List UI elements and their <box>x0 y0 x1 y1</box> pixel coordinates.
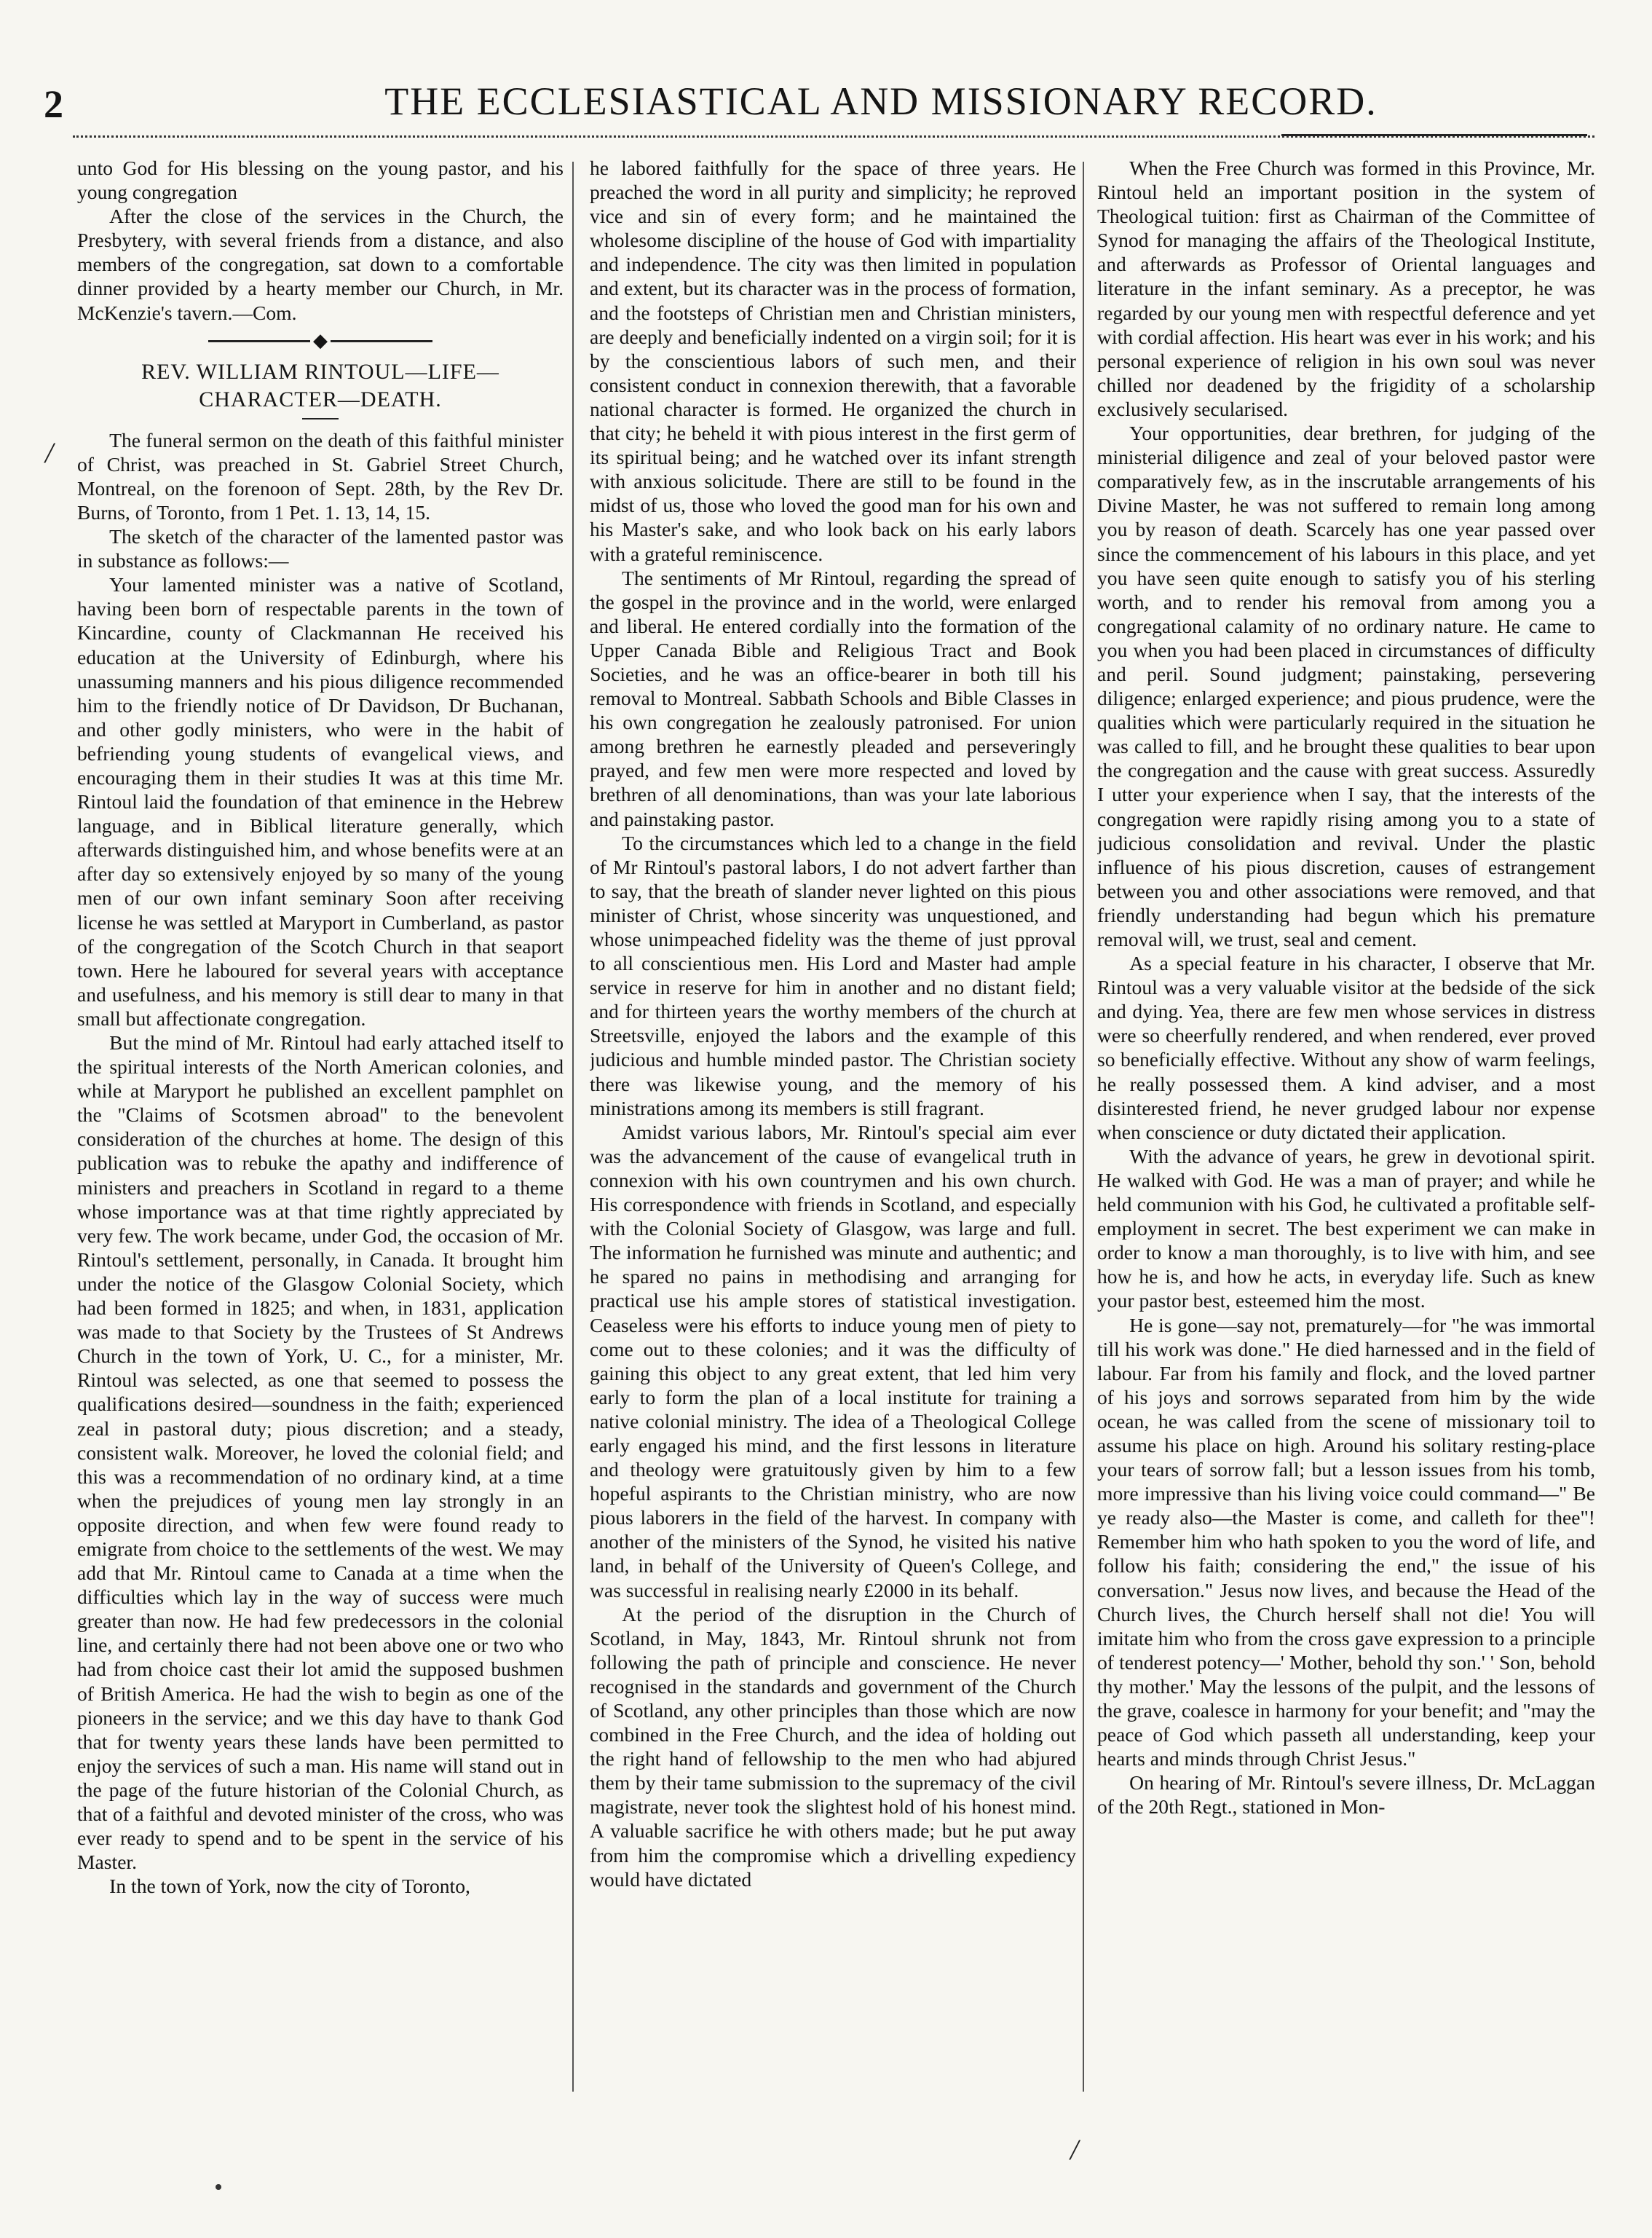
paragraph: With the advance of years, he grew in devotional spirit. He walked with God. He was a man of prayer; and while he held communion with his God, he cultivated a profitable self-employment in secret. The best experiment we can make in order to know a man thoroughly, is to live with him, and see how he is, and how he acts, in everyday life. Such as knew your pastor best, esteemed him the most. <box>1097 1144 1595 1312</box>
paragraph: The sketch of the character of the lamented pastor was in substance as follows:— <box>77 525 564 572</box>
paragraph: Amidst various labors, Mr. Rintoul's special aim ever was the advancement of the cause of evangelical truth in connexion with his own countrymen and his own church. His correspondence with friends in Scotland, and especially with the Colonial Society of Glasgow, was large and full. The information he furnished was minute and authentic; and he spared no pains in methodising and arranging for practical use his ample stores of statistical investigation. Ceaseless were his efforts to induce young men of piety to come out to these colonies; and it was the difficulty of gaining this object to any great extent, that led him very early to form the plan of a local institute for training a native colonial ministry. The idea of a Theological College early engaged his mind, and the first lessons in literature and theology were gratuitously given by him to a few hopeful aspirants to the Christian ministry, who are now pious laborers in the field of the harvest. In company with another of the ministers of the Synod, he visited his native land, in behalf of the University of Queen's College, and was successful in realising nearly £2000 in its behalf. <box>590 1120 1076 1601</box>
print-speck <box>216 2184 221 2190</box>
paragraph: When the Free Church was formed in this Province, Mr. Rintoul held an important position in the system of Theological tuition: first as Chairman of the Committee of Synod for managing the affairs of the Theological Institute, and afterwards as Professor of Oriental languages and literature in the infant seminary. As a preceptor, he was regarded by our young men with respectful deference and yet with cordial affection. His heart was ever in his work; and his personal experience of religion in his own soul was never chilled nor deadened by the frigidity of a scholarship exclusively secularised. <box>1097 157 1595 420</box>
paragraph: On hearing of Mr. Rintoul's severe illness, Dr. McLaggan of the 20th Regt., stationed in Mon- <box>1097 1771 1595 1819</box>
paragraph: But the mind of Mr. Rintoul had early attached itself to the spiritual interests of the North American colonies, and while at Maryport he published an excellent pamphlet on the "Claims of Scotsmen abroad" to the benevolent consideration of the churches at home. The design of this publication was to rebuke the apathy and indifference of ministers and preachers in Scotland in regard to a theme whose importance was at that time rightly appreciated by very few. The work became, under God, the occasion of Mr. Rintoul's settlement, personally, in Canada. It brought him under the notice of the Glasgow Colonial Society, which had been formed in 1825; and when, in 1831, application was made to that Society by the Trustees of St Andrews Church in the town of York, U. C., for a minister, Mr. Rintoul was selected, as one that seemed to possess the qualifications desired—soundness in the faith; experienced zeal in pastoral duty; pious discretion; and a steady, consistent walk. Moreover, he loved the colonial field; and this was a recommendation of no ordinary kind, at a time when the prejudices of young men lay strongly in an opposite direction, and when few were found ready to emigrate from choice to the settlements of the west. We may add that Mr. Rintoul came to Canada at a time when the difficulties which lay in the way of success were much greater than now. He had few predecessors in the colonial line, and certainly there had not been above one or two who had from choice cast their lot amid the supposed bushmen of British America. He had the wish to begin as one of the pioneers in the service; and we this day have to thank God that for twenty years these lands have been permitted to enjoy the services of such a man. His name will stand out in the page of the future historian of the Colonial Church, as that of a faithful and devoted minister of the cross, who was ever ready to spend and to be spent in the service of his Master. <box>77 1031 564 1874</box>
paragraph: The funeral sermon on the death of this faithful minister of Christ, was preached in St. Gabriel Street Church, Montreal, on the forenoon of Sept. 28th, by the Rev Dr. Burns, of Toronto, from 1 Pet. 1. 13, 14, 15. <box>77 428 564 524</box>
paragraph: he labored faithfully for the space of three years. He preached the word in all purity and simplicity; he reproved vice and sin of every form; and he maintained the wholesome discipline of the house of God with impartiality and independence. The city was then limited in population and extent, but its character was in the process of formation, and the footsteps of Christian men and Christian ministers, are deeply and beneficially indented on a virgin soil; for it is by the conscientious labors of such men, and their consistent conduct in connexion therewith, that a favorable national character is formed. He organized the church in that city; he beheld it with pious interest in the first germ of its spiritual being; and he watched over its infant strength with anxious solicitude. There are still to be found in the midst of us, those who loved the good man for his own and his Master's sake, and who look back on his early labors with a grateful reminiscence. <box>590 157 1076 565</box>
column-divider <box>572 162 574 2092</box>
page-header-title: THE ECCLESIASTICAL AND MISSIONARY RECORD. <box>384 79 1378 123</box>
paragraph: As a special feature in his character, I observe that Mr. Rintoul was a very valuable visitor at the bedside of the sick and dying. Yea, there are few men whose services in distress were so cheerfully rendered, and when rendered, ever proved so beneficially effective. Without any show of warm feelings, he really possessed them. A kind adviser, and a most disinterested friend, he never grudged labour nor expense when conscience or duty dictated their application. <box>1097 952 1595 1143</box>
paragraph: After the close of the services in the Church, the Presbytery, with several friends from a distance, and also members of the congregation, sat down to a comfortable dinner provided by a hearty member our Church, in Mr. McKenzie's tavern.—Com. <box>77 205 564 324</box>
margin-annotation: / <box>45 436 54 469</box>
article-column-2 <box>590 156 1076 2100</box>
article-column-3 <box>1097 156 1595 2129</box>
page-number: 2 <box>44 82 63 126</box>
margin-annotation: / <box>1070 2133 1079 2166</box>
paragraph: At the period of the disruption in the Church of Scotland, in May, 1843, Mr. Rintoul shrunk not from following the path of principle and conscience. He never recognised in the standards and government of the Church of Scotland, any other principles than those which are now combined in the Free Church, and the idea of holding out the right hand of fellowship to the men who had abjured them by their tame submission to the supremacy of the civil magistrate, never took the slightest hold of his honest mind. A valuable sacrifice he with others made; but he put away from him the compromise which a drivelling expediency would have dictated <box>590 1602 1076 1891</box>
section-separator-ornament <box>77 328 564 354</box>
header-rule-solid <box>1281 134 1587 136</box>
title-rule <box>302 418 339 419</box>
paragraph: Your lamented minister was a native of Scotland, having been born of respectable parents in the town of Kincardine, county of Clackmannan He received his education at the University of Edinburgh, where his unassuming manners and his pious diligence recommended him to the friendly notice of Dr Davidson, Dr Buchanan, and other godly ministers, who were in the habit of befriending young students of evangelical views, and encouraging them in their studies It was at this time Mr. Rintoul laid the foundation of that eminence in the Hebrew language, and in Biblical literature generally, which afterwards distinguished him, and whose benefits were at an after day so extensively enjoyed by so many of the young men of our own infant seminary Soon after receiving license he was settled at Maryport in Cumberland, as pastor of the congregation of the Scotch Church in that seaport town. Here he laboured for several years with acceptance and usefulness, and his memory is still dear to many in that small but affectionate congregation. <box>77 573 564 1030</box>
article-title: REV. WILLIAM RINTOUL—LIFE—CHARACTER—DEATH. <box>141 359 499 411</box>
article-column-1 <box>77 156 564 2100</box>
paragraph: To the circumstances which led to a change in the field of Mr Rintoul's pastoral labors, I do not advert farther than to say, that the breath of slander never lighted on this pious minister of Christ, whose sincerity was unquestioned, and whose unimpeached fidelity was the theme of just pproval to all conscientious men. His Lord and Master had ample service in reserve for him in another and no distant field; and for thirteen years the worthy members of the church at Streetsville, enjoyed the labors and the example of this judicious and humble minded pastor. The Christian society there was likewise young, and the memory of his ministrations among its members is still fragrant. <box>590 831 1076 1119</box>
column-divider <box>1083 162 1084 2092</box>
paragraph: He is gone—say not, prematurely—for "he was immortal till his work was done." He died harnessed and in the field of labour. Far from his family and flock, and the loved partner of his joys and sorrows separated from him by the wide ocean, he was called from the scene of missionary toil to assume his place on high. Around his solitary resting-place your tears of sorrow fall; but a lesson issues from his tomb, more impressive than his living voice could command—" Be ye ready also—the Master is come, and calleth for thee"! Remember him who hath spoken to you the word of life, and follow his faith; considering the end," the issue of his conversation." Jesus now lives, and because the Head of the Church lives, the Church herself shall not die! You will imitate him who from the cross gave expression to a principle of tenderest potency—' Mother, behold thy son.' ' Son, behold thy mother.' May the lessons of the pulpit, and the lessons of the grave, coalesce in harmony for your benefit; and "may the peace of God which passeth all understanding, keep your hearts and minds through Christ Jesus." <box>1097 1313 1595 1770</box>
paragraph: unto God for His blessing on the young pastor, and his young congregation <box>77 157 564 204</box>
paragraph: Your opportunities, dear brethren, for judging of the ministerial diligence and zeal of your beloved pastor were comparatively few, as in the inscrutable arrangements of his Divine Master, he was not suffered to remain long among you by reason of death. Scarcely has one year passed over since the commencement of his labours in this place, and yet you have seen quite enough to satisfy you of his sterling worth, and to render his removal from among you a congregational calamity of no ordinary nature. He came to you when you had been placed in circumstances of difficulty and peril. Sound judgment; painstaking, persevering diligence; enlarged experience; and pious prudence, were the qualities which were particularly required in the situation he was called to fill, and he brought these qualities to bear upon the congregation and the cause with great success. Assuredly I utter your experience when I say, that the interests of the congregation were rapidly rising among you to a state of judicious consolidation and revival. Under the plastic influence of his pious discretion, causes of estrangement between you and other associations were removed, and that friendly understanding had begun which his premature removal will, we trust, seal and cement. <box>1097 422 1595 950</box>
paragraph: The sentiments of Mr Rintoul, regarding the spread of the gospel in the province and in the world, were enlarged and liberal. He entered cordially into the formation of the Upper Canada Bible and Religious Tract and Book Societies, and he was an office-bearer in both till his removal to Montreal. Sabbath Schools and Bible Classes in his own congregation he zealously patronised. For union among brethren he earnestly pleaded and perseveringly prayed, and few men were more respected and loved by brethren of all denominations, than was your late laborious and painstaking pastor. <box>590 566 1076 830</box>
paragraph: In the town of York, now the city of Toronto, <box>109 1875 470 1898</box>
